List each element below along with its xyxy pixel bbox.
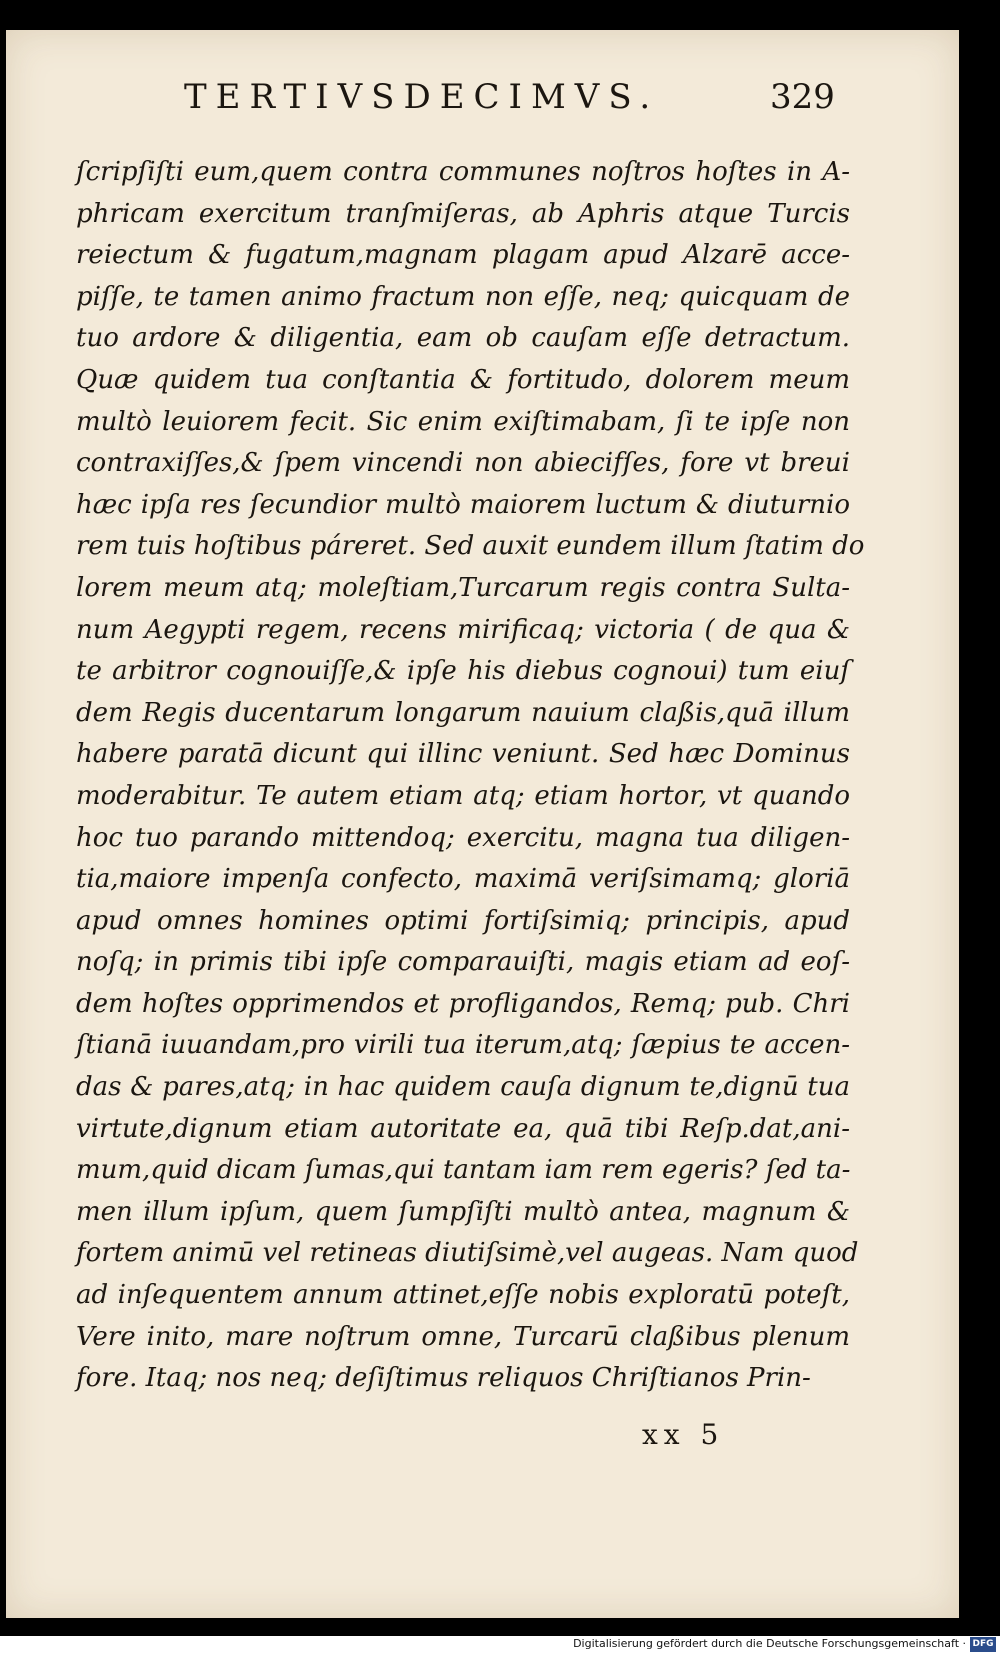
- digitization-footer: [0, 1636, 1000, 1654]
- text-line: ſtianā iuuandam,pro virili tua iterum,atq; ſæpius te accen-: [76, 1030, 850, 1061]
- text-line: hoc tuo parando mittendoq; exercitu, magna tua diligen-: [76, 822, 850, 853]
- text-line: habere paratā dicunt qui illinc veniunt. Sed hæc Dominus: [76, 739, 850, 770]
- text-line: virtute,dignum etiam autoritate ea, quā tibi Reſp.dat,ani-: [76, 1113, 850, 1144]
- dfg-logo-icon: DFG: [970, 1637, 996, 1652]
- text-line: dem hoſtes opprimendos et profligandos, Remq; pub. Chri: [76, 988, 850, 1019]
- text-line: ſcripſiſti eum,quem contra communes noſtros hoſtes in A-: [76, 157, 850, 187]
- text-line: noſq; in primis tibi ipſe comparauiſti, magis etiam ad eoſ-: [76, 947, 850, 978]
- body-text: [76, 152, 865, 1400]
- page-number: 329: [770, 77, 835, 117]
- text-line: men illum ipſum, quem ſumpſiſti multò antea, magnum &: [76, 1196, 850, 1227]
- text-line: multò leuiorem fecit. Sic enim exiſtimabam, ſi te ipſe non: [76, 406, 850, 437]
- text-line: mum,quid dicam ſumas,qui tantam iam rem egeris? ſed ta-: [76, 1155, 851, 1186]
- text-line: das & pares,atq; in hac quidem cauſa dignum te,dignū tua: [76, 1072, 850, 1103]
- text-line: apud omnes homines optimi fortiſsimiq; principis, apud: [76, 905, 850, 936]
- book-page: [6, 30, 959, 1618]
- text-line: te arbitror cognouiſſe,& ipſe his diebus cognoui) tum eiuſ: [76, 656, 850, 687]
- text-line: piſſe, te tamen animo fractum non eſſe, neq; quicquam de: [76, 281, 850, 312]
- text-line: phricam exercitum tranſmiſeras, ab Aphris atque Turcis: [76, 198, 850, 229]
- text-line: reiectum & fugatum,magnam plagam apud Alzarē acce-: [76, 240, 850, 271]
- text-line: hæc ipſa res ſecundior multò maiorem luctum & diuturnio: [76, 489, 850, 520]
- text-line: ad inſequentem annum attinet,eſſe nobis exploratū poteſt,: [76, 1280, 850, 1311]
- running-head: TERTIVSDECIMVS.: [184, 77, 660, 117]
- text-line: rem tuis hoſtibus páreret. Sed auxit eundem illum ſtatim do: [76, 531, 865, 562]
- text-line: moderabitur. Te autem etiam atq; etiam hortor, vt quando: [76, 780, 850, 811]
- text-line: fortem animū vel retineas diutiſsimè,vel augeas. Nam quod: [76, 1238, 859, 1269]
- signature-mark: xx 5: [642, 1418, 725, 1451]
- text-line: fore. Itaq; nos neq; deſiſtimus reliquos Chriſtianos Prin-: [76, 1363, 811, 1394]
- page-header: [6, 77, 959, 137]
- text-line: Vere inito, mare noſtrum omne, Turcarū claßibus plenum: [76, 1321, 850, 1352]
- text-line: contraxiſſes,& ſpem vincendi non abiecifſes, fore vt breui: [76, 448, 850, 479]
- text-line: tia,maiore impenſa confecto, maximā veriſsimamq; gloriā: [76, 864, 850, 895]
- text-line: Quæ quidem tua conſtantia & fortitudo, dolorem meum: [76, 364, 850, 395]
- text-line: tuo ardore & diligentia, eam ob cauſam eſſe detractum.: [76, 323, 850, 354]
- text-line: num Aegypti regem, recens mirificaq; victoria ( de qua &: [76, 614, 850, 645]
- text-line: dem Regis ducentarum longarum nauium claßis,quā illum: [76, 697, 850, 728]
- text-line: lorem meum atq; moleſtiam,Turcarum regis contra Sulta-: [76, 572, 850, 603]
- funding-credit: Digitalisierung gefördert durch die Deutsche Forschungsgemeinschaft ·: [573, 1637, 966, 1650]
